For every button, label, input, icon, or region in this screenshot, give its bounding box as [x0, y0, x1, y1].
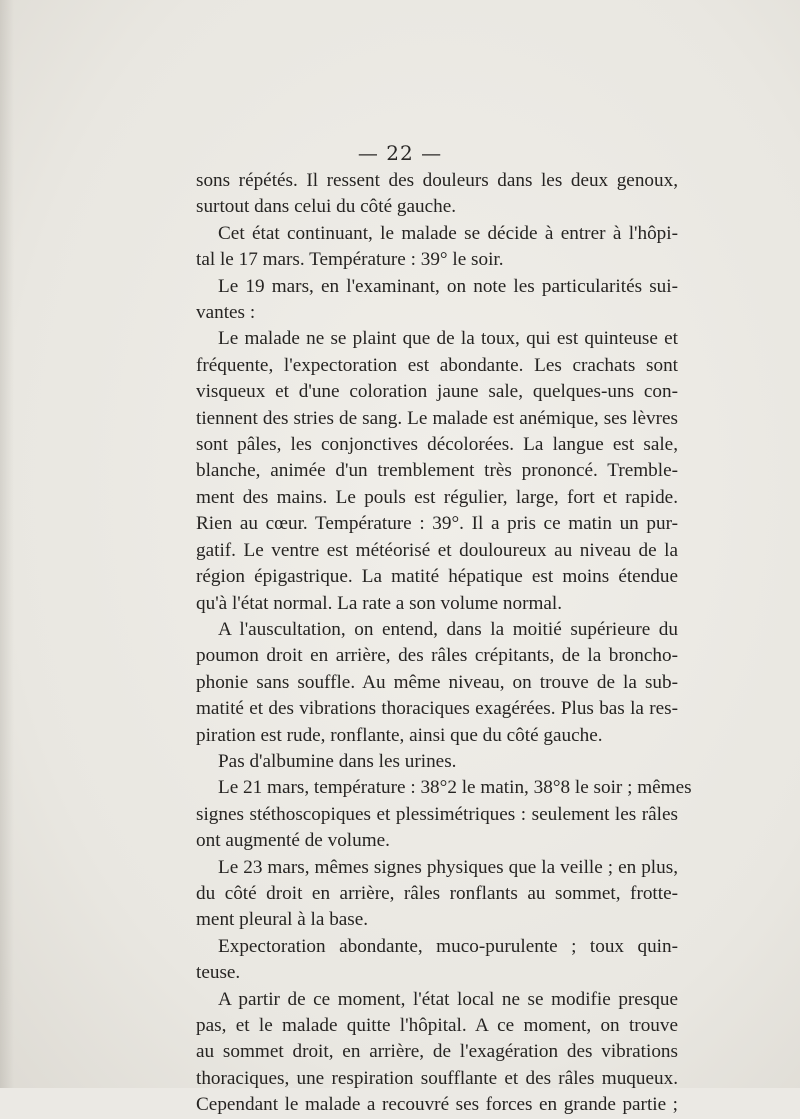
text-line: poumon droit en arrière, des râles crépitants, de la broncho-: [196, 645, 678, 667]
text-line: Cet état continuant, le malade se décide à entrer à l'hôpi-: [218, 222, 678, 244]
text-line: ment des mains. Le pouls est régulier, large, fort et rapide.: [196, 486, 678, 508]
text-line: matité et des vibrations thoraciques exagérées. Plus bas la res-: [196, 698, 678, 720]
text-line: signes stéthoscopiques et plessimétriques : seulement les râles: [196, 803, 678, 825]
text-line: blanche, animée d'un tremblement très prononcé. Tremble-: [196, 460, 678, 482]
text-line: piration est rude, ronflante, ainsi que du côté gauche.: [196, 724, 603, 746]
text-line: A l'auscultation, on entend, dans la moitié supérieure du: [218, 618, 678, 640]
text-line: vantes :: [196, 302, 256, 324]
text-line: tiennent des stries de sang. Le malade est anémique, ses lèvres: [196, 407, 678, 429]
text-line: sont pâles, les conjonctives décolorées. La langue est sale,: [196, 434, 678, 456]
text-line: surtout dans celui du côté gauche.: [196, 196, 457, 218]
text-line: sons répétés. Il ressent des douleurs dans les deux genoux,: [196, 170, 678, 191]
text-line: gatif. Le ventre est météorisé et douloureux au niveau de la: [196, 539, 678, 561]
text-line: fréquente, l'expectoration est abondante. Les crachats sont: [196, 354, 678, 376]
text-line: tal le 17 mars. Température : 39° le soir.: [196, 249, 504, 271]
body-text: [196, 168, 692, 1119]
text-line: qu'à l'état normal. La rate a son volume normal.: [196, 592, 563, 614]
text-line: Rien au cœur. Température : 39°. Il a pris ce matin un pur-: [196, 513, 678, 535]
text-line: Cependant le malade a recouvré ses forces en grande partie ;: [196, 1094, 678, 1116]
text-line: ment pleural à la base.: [196, 909, 369, 931]
text-line: Le 21 mars, température : 38°2 le matin, 38°8 le soir ; mêmes: [218, 777, 692, 799]
text-line: pas, et le malade quitte l'hôpital. A ce moment, on trouve: [196, 1015, 678, 1036]
text-line: visqueux et d'une coloration jaune sale, quelques-uns con-: [196, 381, 678, 403]
text-line: du côté droit en arrière, râles ronflants au sommet, frotte-: [196, 882, 678, 904]
text-line: Le 23 mars, mêmes signes physiques que la veille ; en plus,: [218, 856, 678, 878]
text-line: phonie sans souffle. Au même niveau, on trouve de la sub-: [196, 671, 678, 693]
text-line: teuse.: [196, 962, 241, 984]
text-line: Expectoration abondante, muco-purulente ; toux quin-: [218, 935, 678, 957]
page-number: — 22 —: [357, 141, 443, 165]
text-line: Pas d'albumine dans les urines.: [218, 750, 457, 772]
text-line: Le malade ne se plaint que de la toux, qui est quinteuse et: [218, 328, 678, 350]
text-line: au sommet droit, en arrière, de l'exagération des vibrations: [196, 1041, 678, 1063]
text-line: A partir de ce moment, l'état local ne se modifie presque: [218, 988, 678, 1010]
text-line: ont augmenté de volume.: [196, 830, 390, 852]
text-line: Le 19 mars, en l'examinant, on note les particularités sui-: [218, 275, 678, 297]
text-line: région épigastrique. La matité hépatique est moins étendue: [196, 566, 678, 588]
text-line: thoraciques, une respiration soufflante et des râles muqueux.: [196, 1067, 678, 1089]
